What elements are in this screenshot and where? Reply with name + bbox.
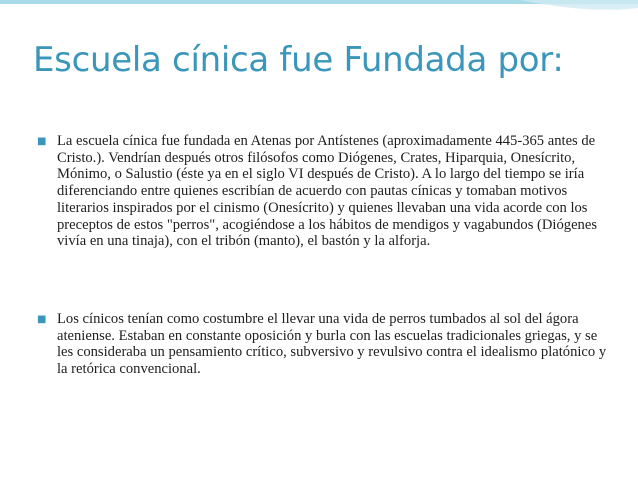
bullet-item xyxy=(37,311,612,378)
square-bullet-icon: ■ xyxy=(37,313,47,325)
bullet-text: La escuela cínica fue fundada en Atenas por Antístenes (aproximadamente 445-365 antes de Cristo.). Vendrían después otros filósofos como Diógenes, Crates, Hiparquia, Onesícrito, Mónimo, o Salustio (éste ya en el siglo VI después de Cristo). A lo largo del tiempo se iría diferenciando entre quienes escribían de acuerdo con pautas cínicas y tomaban motivos literarios inspirados por el cinismo (Onesícrito) y quienes llevaban una vida acorde con los preceptos de estos "perros", acogiéndose a los hábitos de mendigos y vagabundos (Diógenes vivía en una tinaja), con el tribón (manto), el bastón y la alforja. xyxy=(57,133,597,250)
bullet-list xyxy=(37,133,612,378)
bullet-item xyxy=(37,133,612,250)
slide-title: Escuela cínica fue Fundada por: xyxy=(33,40,564,80)
bullet-text: Los cínicos tenían como costumbre el llevar una vida de perros tumbados al sol del ágora ateniense. Estaban en constante oposición y burla con las escuelas tradicionales griegas, y se les consideraba un pensamiento crítico, subversivo y revulsivo contra el idealismo platónico y la retórica convencional. xyxy=(57,310,607,378)
square-bullet-icon: ■ xyxy=(37,136,47,147)
